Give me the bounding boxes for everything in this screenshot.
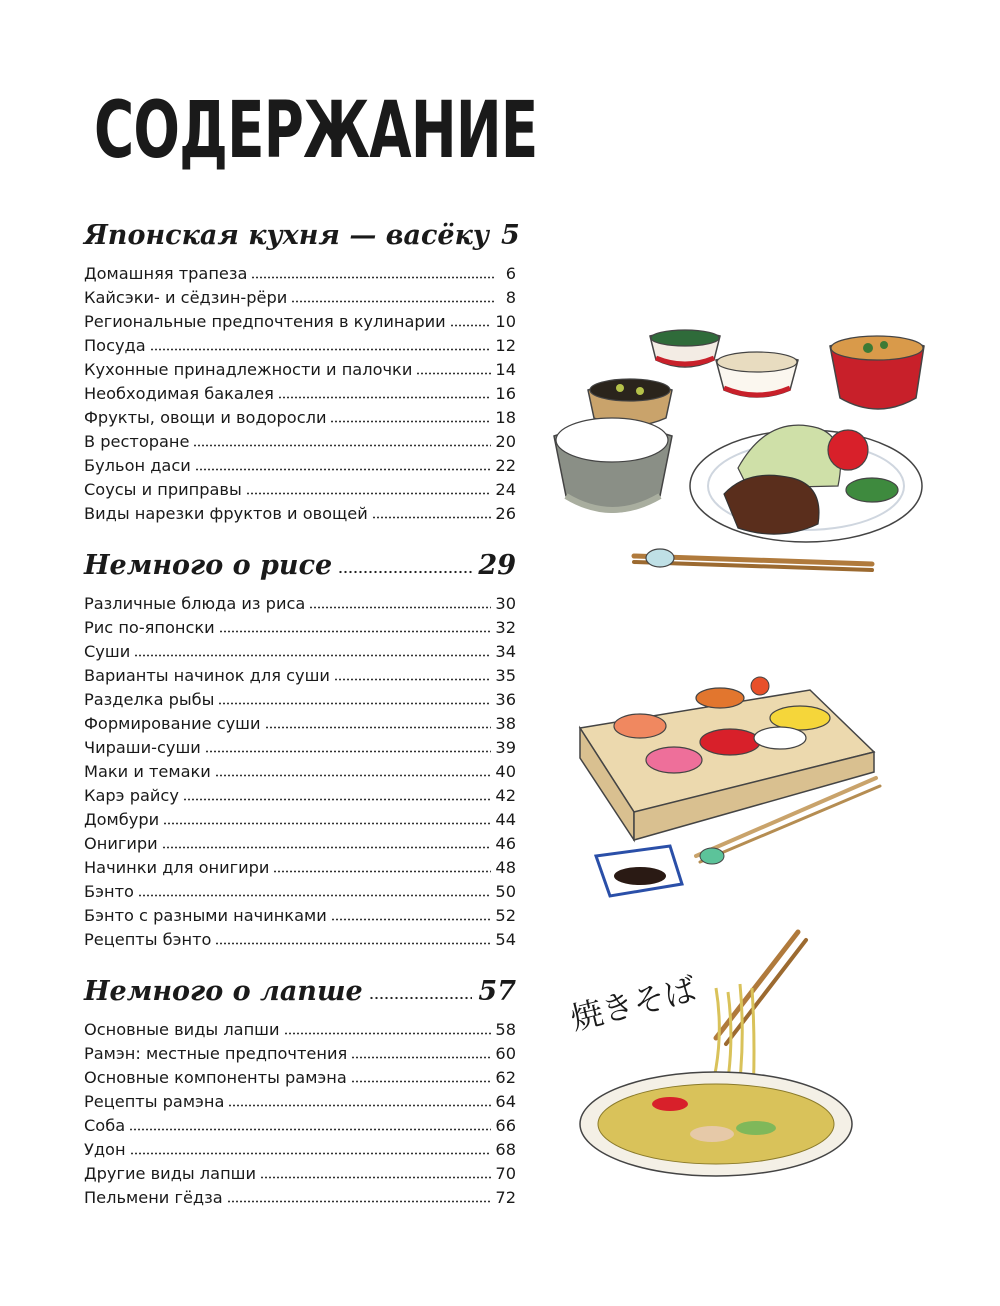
entry-page: 46	[495, 834, 516, 853]
dot-leader	[215, 763, 492, 777]
entry-title: Виды нарезки фруктов и овощей	[84, 504, 368, 523]
toc-entry[interactable]	[84, 592, 516, 616]
dot-leader	[228, 1093, 491, 1107]
dot-leader	[284, 1021, 492, 1035]
yakisoba-plate	[580, 1072, 852, 1176]
dot-leader	[372, 505, 492, 519]
entry-list	[84, 1018, 516, 1210]
entry-title: Различные блюда из риса	[84, 594, 306, 613]
entry-title: Кайсэки- и сёдзин-рёри	[84, 288, 288, 307]
toc-entry[interactable]	[84, 310, 516, 334]
toc-entry[interactable]	[84, 334, 516, 358]
dot-leader	[260, 1165, 491, 1179]
dot-leader	[163, 811, 491, 825]
toc-entry[interactable]	[84, 358, 516, 382]
entry-page: 34	[495, 642, 516, 661]
entry-page: 68	[495, 1140, 516, 1159]
dot-leader	[205, 739, 492, 753]
toc-entry[interactable]	[84, 736, 516, 760]
toc-entry[interactable]	[84, 1090, 516, 1114]
entry-title: Чираши-суши	[84, 738, 201, 757]
section-page: 5	[501, 220, 520, 251]
entry-page: 70	[495, 1164, 516, 1183]
toc-entry[interactable]	[84, 454, 516, 478]
dot-leader	[183, 787, 491, 801]
entry-page: 22	[495, 456, 516, 475]
entry-title: Бэнто	[84, 882, 134, 901]
toc-entry[interactable]	[84, 760, 516, 784]
toc-entry[interactable]	[84, 1018, 516, 1042]
entry-title: Другие виды лапши	[84, 1164, 256, 1183]
toc-entry[interactable]	[84, 640, 516, 664]
toc-entry[interactable]	[84, 502, 516, 526]
entry-title: Соусы и приправы	[84, 480, 242, 499]
entry-page: 58	[495, 1020, 516, 1039]
toc-entry[interactable]	[84, 712, 516, 736]
dot-leader	[334, 667, 491, 681]
entry-title: Разделка рыбы	[84, 690, 215, 709]
entry-title: Начинки для онигири	[84, 858, 270, 877]
entry-title: Рамэн: местные предпочтения	[84, 1044, 348, 1063]
toc-entry[interactable]	[84, 1138, 516, 1162]
meal-set-illustration	[548, 318, 928, 588]
yakisoba-illustration	[566, 928, 866, 1184]
rice-bowl	[554, 418, 672, 512]
dot-leader	[351, 1045, 491, 1059]
entry-title: Соба	[84, 1116, 126, 1135]
toc-entry[interactable]	[84, 262, 516, 286]
toc-entry[interactable]	[84, 904, 516, 928]
entry-page: 54	[495, 930, 516, 949]
dot-leader	[218, 691, 491, 705]
toc-entry[interactable]	[84, 430, 516, 454]
entry-page: 50	[495, 882, 516, 901]
daikon-bowl	[716, 352, 798, 397]
sushi-board	[580, 690, 874, 840]
dot-leader	[309, 595, 491, 609]
dot-leader	[193, 433, 491, 447]
section-title: Немного о лапше	[84, 976, 363, 1007]
section-heading[interactable]	[84, 976, 516, 1016]
entry-title: Рецепты бэнто	[84, 930, 212, 949]
entry-title: Региональные предпочтения в кулинарии	[84, 312, 446, 331]
entry-page: 62	[495, 1068, 516, 1087]
entry-page: 26	[495, 504, 516, 523]
dot-leader	[162, 835, 492, 849]
entry-page: 10	[495, 312, 516, 331]
toc-entry[interactable]	[84, 286, 516, 310]
yakisoba-caption: 焼きそば	[566, 969, 701, 1038]
toc-entry[interactable]	[84, 1162, 516, 1186]
dot-leader	[265, 715, 492, 729]
entry-list	[84, 262, 516, 526]
dot-leader	[227, 1189, 492, 1203]
dot-leader	[450, 313, 492, 327]
entry-page: 32	[495, 618, 516, 637]
chopsticks	[634, 549, 872, 570]
dot-leader	[130, 1141, 492, 1155]
miso-soup-bowl	[830, 336, 924, 409]
toc-section-washoku	[84, 220, 520, 526]
entry-page: 40	[495, 762, 516, 781]
entry-title: Пельмени гёдза	[84, 1188, 223, 1207]
entry-page: 20	[495, 432, 516, 451]
dot-leader	[278, 385, 492, 399]
toc-entry[interactable]	[84, 880, 516, 904]
entry-page: 30	[495, 594, 516, 613]
entry-page: 60	[495, 1044, 516, 1063]
toc-entry[interactable]	[84, 808, 516, 832]
entry-page: 48	[495, 858, 516, 877]
entry-page: 16	[495, 384, 516, 403]
entry-title: Суши	[84, 642, 131, 661]
entry-list	[84, 592, 516, 952]
seaweed-bowl	[650, 330, 720, 367]
entry-title: Рецепты рамэна	[84, 1092, 225, 1111]
dot-leader	[331, 907, 492, 921]
entry-page: 8	[505, 288, 516, 307]
dot-leader	[273, 859, 491, 873]
entry-page: 39	[495, 738, 516, 757]
toc-entry[interactable]	[84, 1066, 516, 1090]
main-plate	[690, 425, 922, 542]
section-page: 29	[478, 550, 516, 581]
entry-page: 18	[495, 408, 516, 427]
dot-leader	[351, 1069, 492, 1083]
entry-page: 52	[495, 906, 516, 925]
toc-entry[interactable]	[84, 382, 516, 406]
section-title: Японская кухня — васёку	[84, 220, 489, 251]
toc-entry[interactable]	[84, 406, 516, 430]
entry-title: Карэ райсу	[84, 786, 179, 805]
entry-page: 6	[505, 264, 516, 283]
dot-leader	[150, 337, 492, 351]
section-heading[interactable]	[84, 220, 520, 260]
entry-title: Бэнто с разными начинками	[84, 906, 327, 925]
entry-page: 44	[495, 810, 516, 829]
entry-page: 14	[495, 360, 516, 379]
dot-leader	[195, 457, 492, 471]
entry-page: 66	[495, 1116, 516, 1135]
toc-entry[interactable]	[84, 478, 516, 502]
dot-leader	[251, 265, 494, 279]
entry-title: Маки и темаки	[84, 762, 211, 781]
toc-entry[interactable]	[84, 928, 516, 952]
toc-section-noodles	[84, 976, 516, 1210]
entry-title: Домашняя трапеза	[84, 264, 248, 283]
dot-leader	[330, 409, 491, 423]
entry-title: Основные виды лапши	[84, 1020, 280, 1039]
toc-entry[interactable]	[84, 832, 516, 856]
entry-title: Домбури	[84, 810, 160, 829]
dot-leader	[246, 481, 492, 495]
dot-leader	[416, 361, 491, 375]
entry-page: 24	[495, 480, 516, 499]
toc-entry[interactable]	[84, 664, 516, 688]
section-heading[interactable]	[84, 550, 516, 590]
toc-entry[interactable]	[84, 1114, 516, 1138]
dot-leader	[129, 1117, 491, 1131]
entry-title: Бульон даси	[84, 456, 191, 475]
dot-leader	[219, 619, 492, 633]
entry-page: 36	[495, 690, 516, 709]
entry-title: В ресторане	[84, 432, 190, 451]
dot-leader	[291, 289, 494, 303]
toc-entry[interactable]	[84, 856, 516, 880]
entry-page: 12	[495, 336, 516, 355]
dot-leader	[138, 883, 491, 897]
toc-entry[interactable]	[84, 1042, 516, 1066]
soy-sauce-dish	[596, 846, 682, 896]
entry-title: Варианты начинок для суши	[84, 666, 330, 685]
sushi-board-illustration	[570, 660, 890, 920]
section-title: Немного о рисе	[84, 550, 333, 581]
entry-title: Кухонные принадлежности и палочки	[84, 360, 413, 379]
entry-title: Рис по-японски	[84, 618, 215, 637]
entry-page: 72	[495, 1188, 516, 1207]
entry-title: Формирование суши	[84, 714, 261, 733]
dot-leader	[134, 643, 491, 657]
section-page: 57	[478, 976, 516, 1007]
section-leader	[369, 984, 473, 1000]
entry-title: Основные компоненты рамэна	[84, 1068, 347, 1087]
toc-entry[interactable]	[84, 688, 516, 712]
entry-title: Необходимая бакалея	[84, 384, 274, 403]
entry-page: 64	[495, 1092, 516, 1111]
section-leader	[338, 558, 472, 574]
entry-page: 35	[495, 666, 516, 685]
page-title: СОДЕРЖАНИЕ	[94, 86, 538, 176]
entry-page: 38	[495, 714, 516, 733]
entry-title: Онигири	[84, 834, 158, 853]
dot-leader	[215, 931, 491, 945]
toc-entry[interactable]	[84, 616, 516, 640]
toc-section-rice	[84, 550, 516, 952]
entry-title: Посуда	[84, 336, 146, 355]
entry-page: 42	[495, 786, 516, 805]
toc-entry[interactable]	[84, 784, 516, 808]
entry-title: Фрукты, овощи и водоросли	[84, 408, 327, 427]
toc-entry[interactable]	[84, 1186, 516, 1210]
entry-title: Удон	[84, 1140, 126, 1159]
